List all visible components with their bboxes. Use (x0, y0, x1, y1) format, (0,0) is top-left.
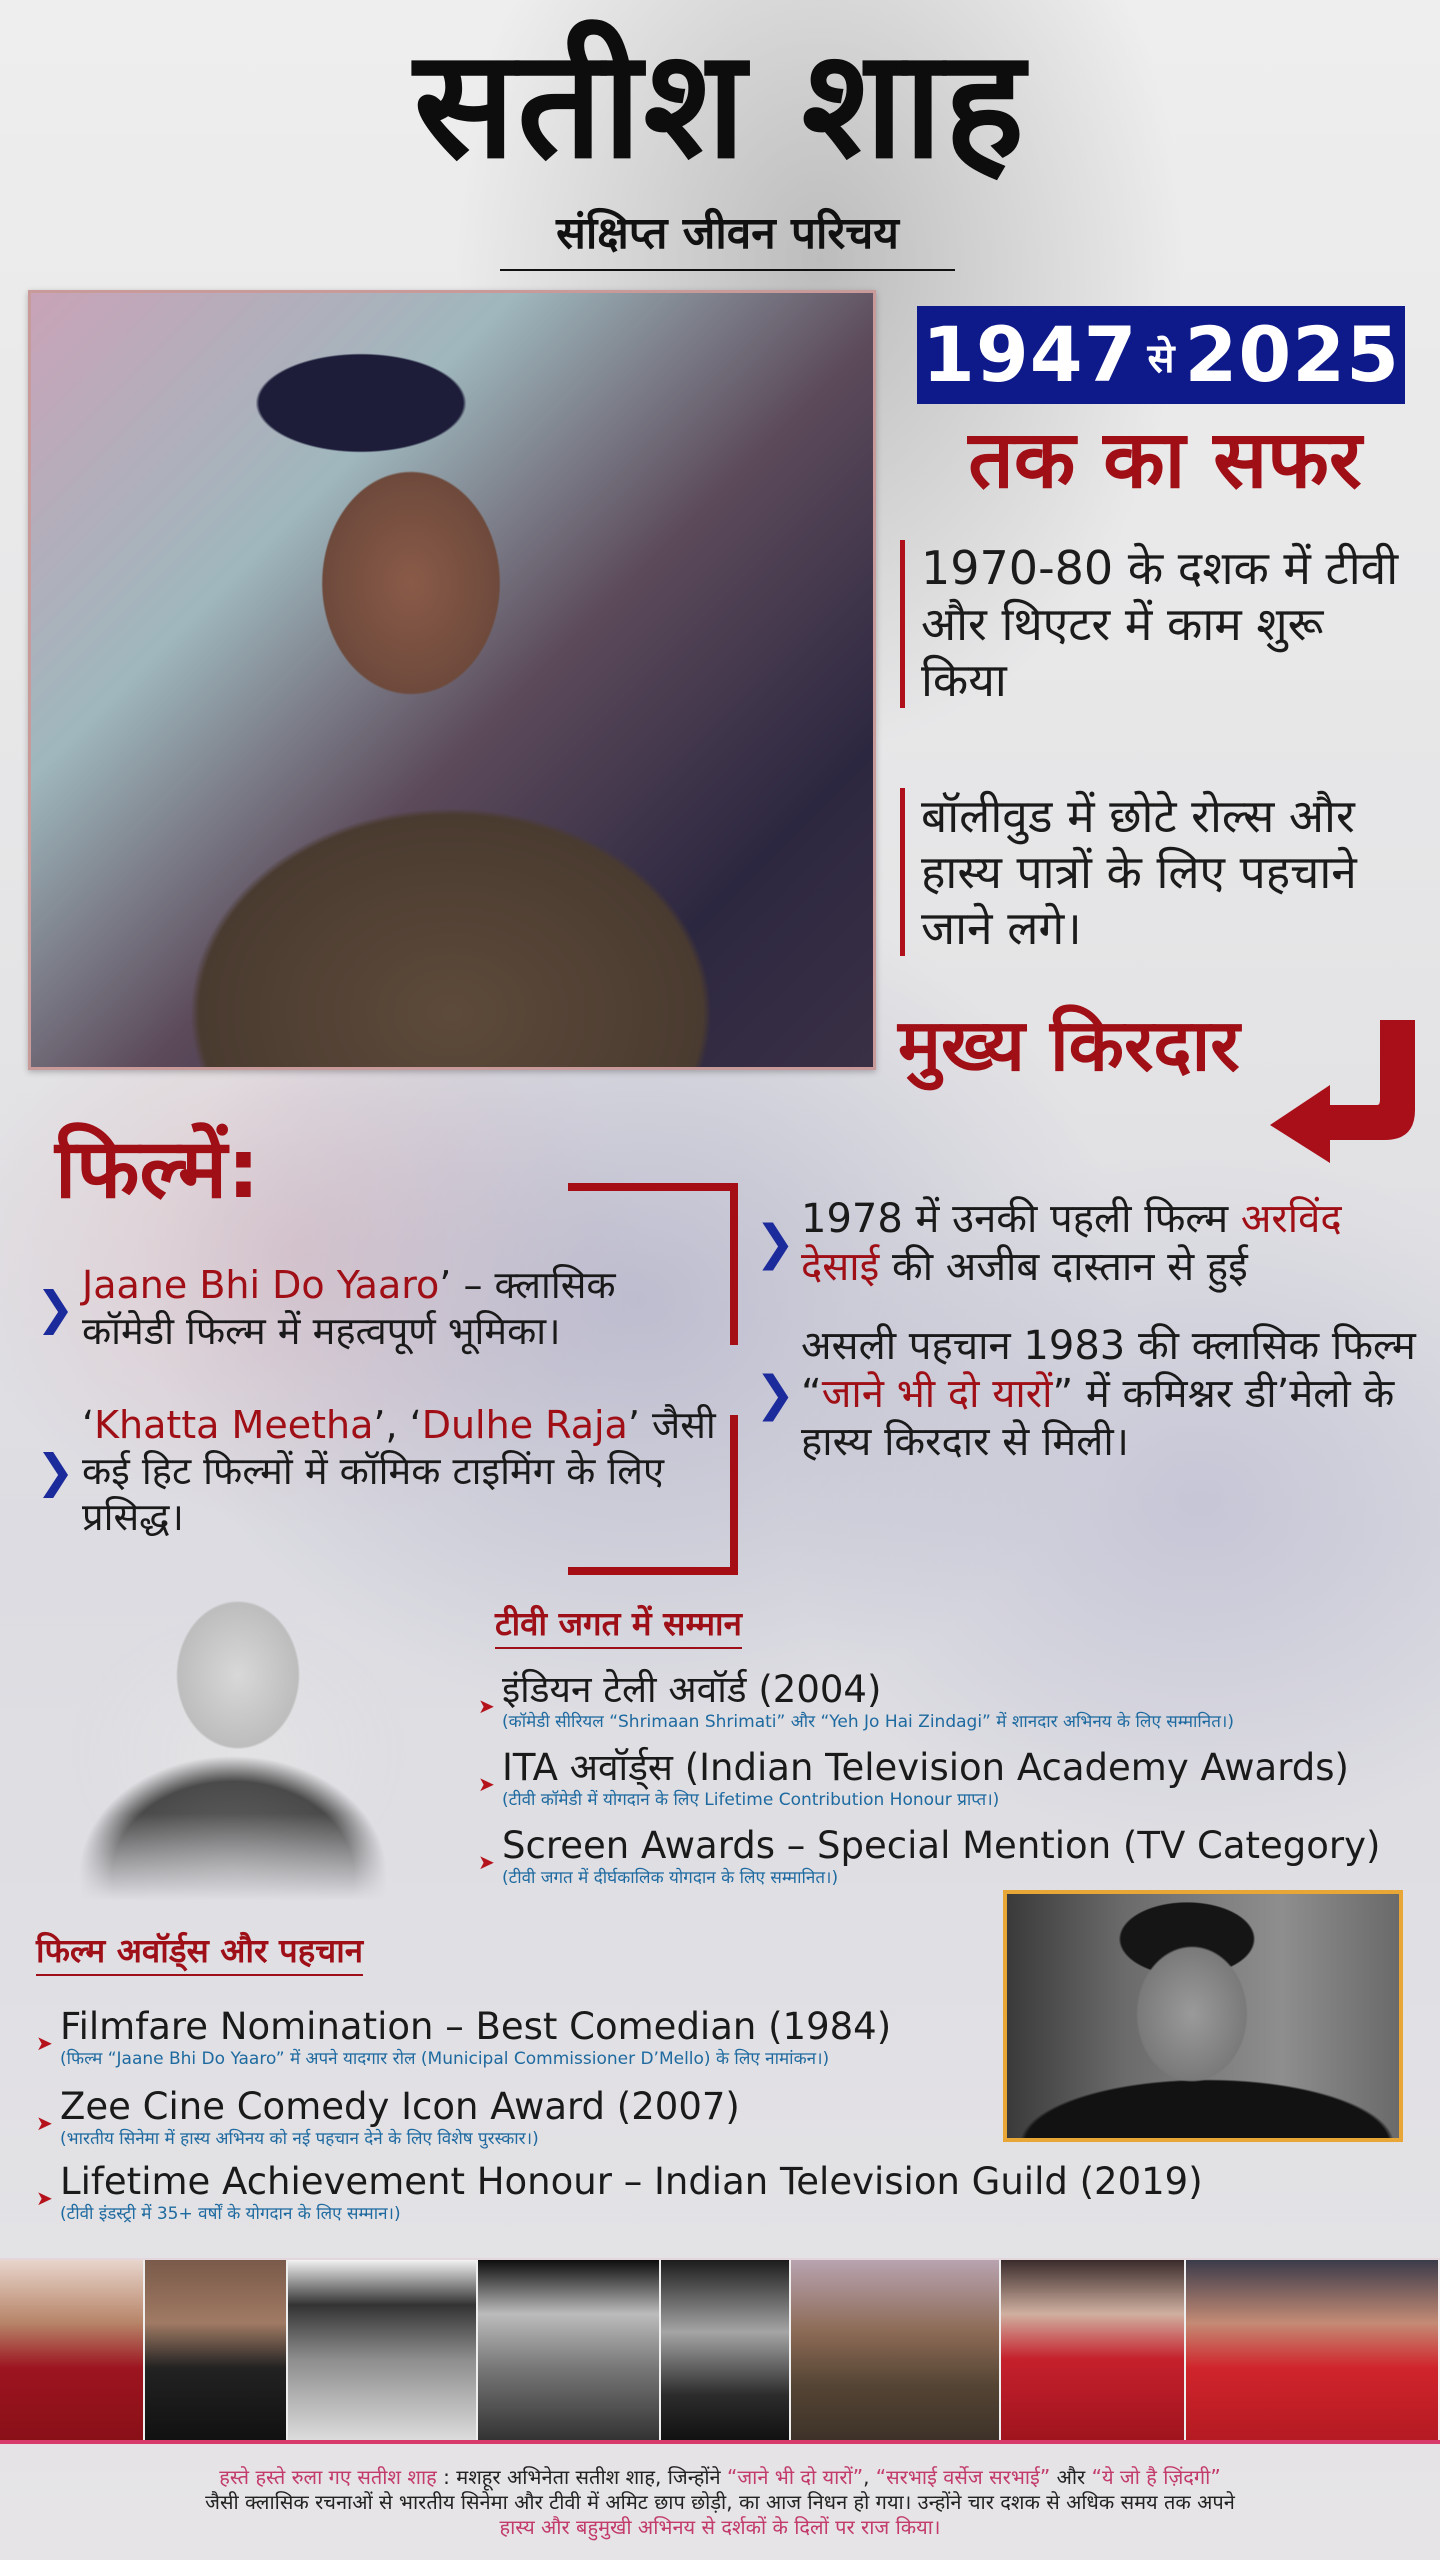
award-note: (भारतीय सिनेमा में हास्य अभिनय को नई पहचान देने के लिए विशेष पुरस्कार।) (60, 2129, 539, 2149)
career-item-breakthrough (755, 1322, 1425, 1466)
page-title: सतीश शाह (413, 18, 1027, 192)
mustache-bw-portrait (661, 2260, 791, 2440)
triangle-bullet-icon: ➤ (478, 1772, 495, 1796)
award-note: (टीवी कॉमेडी में योगदान के लिए Lifetime Contribution Honour प्राप्त।) (502, 1790, 1000, 1810)
film-item-text: Jaane Bhi Do Yaaro’ – क्लासिक कॉमेडी फिल्म में महत्वपूर्ण भूमिका। (82, 1263, 616, 1353)
film-award-item (36, 2005, 891, 2069)
triangle-bullet-icon: ➤ (478, 1850, 495, 1874)
triangle-bullet-icon: ➤ (36, 2111, 53, 2135)
award-note: (फिल्म “Jaane Bhi Do Yaaro” में अपने यादगार रोल (Municipal Commissioner D’Mello) के लिए नामांकन।) (60, 2049, 830, 2069)
tv-honours-heading: टीवी जगत में सम्मान (495, 1603, 742, 1649)
bracket-divider-bottom (568, 1415, 738, 1575)
film-item-text: ‘Khatta Meetha’, ‘Dulhe Raja’ जैसी कई हिट फिल्मों में कॉमिक टाइमिंग के लिए प्रसिद्ध। (82, 1403, 716, 1539)
namaste-red-kurta-portrait (1001, 2260, 1186, 2440)
award-title: Zee Cine Comedy Icon Award (2007) (60, 2085, 740, 2128)
return-arrow-icon (1265, 1015, 1425, 1165)
chevron-right-icon: ❯ (36, 1281, 75, 1335)
tv-award-item (478, 1668, 1234, 1732)
award-title: इंडियन टेली अवॉर्ड (2004) (502, 1668, 882, 1711)
timeline-blurb-bollywood: बॉलीवुड में छोटे रोल्स और हास्य पात्रों के लिए पहचाने जाने लगे। (900, 788, 1420, 956)
main-portrait-police-uniform (28, 290, 876, 1070)
tv-award-item (478, 1746, 1349, 1810)
triangle-bullet-icon: ➤ (36, 2031, 53, 2055)
laughing-bw-portrait (288, 2260, 478, 2440)
career-item-debut (755, 1195, 1425, 1291)
tv-award-item (478, 1824, 1380, 1888)
tuxedo-bowtie-portrait (145, 2260, 288, 2440)
award-note: (कॉमेडी सीरियल “Shrimaan Shrimati” और “Yeh Jo Hai Zindagi” में शानदार अभिनय के लिए सम्मानित।) (502, 1712, 1234, 1732)
police-uniform-portrait (791, 2260, 1001, 2440)
footer-line-3: हास्य और बहुमुखी अभिनय से दर्शकों के दिलों पर राज किया। (499, 2515, 941, 2539)
year-range-banner (917, 306, 1405, 404)
career-item-text: 1978 में उनकी पहली फिल्म अरविंद देसाई की अजीब दास्तान से हुई (801, 1196, 1342, 1290)
photo-strip (0, 2258, 1440, 2444)
page-subtitle: संक्षिप्त जीवन परिचय (500, 205, 955, 271)
grey-hair-bw-portrait (478, 2260, 661, 2440)
films-heading: फिल्में: (55, 1122, 260, 1217)
red-shirt-portrait (0, 2260, 145, 2440)
triangle-bullet-icon: ➤ (478, 1694, 495, 1718)
main-roles-heading: मुख्य किरदार (898, 1003, 1240, 1087)
award-title: Screen Awards – Special Mention (TV Category) (502, 1824, 1381, 1867)
red-shirt-window-portrait (1186, 2260, 1440, 2440)
start-year: 1947 (921, 310, 1138, 399)
bw-portrait-checked-shirt (8, 1555, 448, 1900)
timeline-blurb-early-career: 1970-80 के दशक में टीवी और थिएटर में काम शुरू किया (900, 540, 1420, 708)
chevron-right-icon: ❯ (36, 1444, 75, 1498)
year-connector: से (1147, 336, 1175, 382)
award-note: (टीवी इंडस्ट्री में 35+ वर्षों के योगदान के लिए सम्मान।) (60, 2204, 401, 2224)
career-item-text: असली पहचान 1983 की क्लासिक फिल्म “जाने भी दो यारों” में कमिश्नर डी’मेलो के हास्य किरदार से मिली। (801, 1323, 1416, 1465)
footer-tribute (40, 2465, 1400, 2540)
chevron-right-icon: ❯ (755, 1366, 796, 1422)
end-year: 2025 (1184, 310, 1401, 399)
film-award-item (36, 2160, 1203, 2224)
bracket-divider-top (568, 1183, 738, 1345)
framed-bw-portrait-smiling (1003, 1890, 1403, 2142)
film-awards-heading: फिल्म अवॉर्ड्स और पहचान (36, 1930, 363, 1976)
award-title: Filmfare Nomination – Best Comedian (1984) (60, 2005, 892, 2048)
award-title: Lifetime Achievement Honour – Indian Television Guild (2019) (60, 2160, 1203, 2203)
film-award-item (36, 2085, 740, 2149)
journey-caption: तक का सफर (968, 413, 1362, 506)
footer-line-2: जैसी क्लासिक रचनाओं से भारतीय सिनेमा और टीवी में अमिट छाप छोड़ी, का आज निधन हो गया। उन्होंने चार दशक से अधिक समय तक अपने (205, 2490, 1235, 2514)
award-title: ITA अवॉर्ड्स (Indian Television Academy Awards) (502, 1746, 1349, 1789)
chevron-right-icon: ❯ (755, 1215, 796, 1271)
triangle-bullet-icon: ➤ (36, 2186, 53, 2210)
footer-line-1: हस्ते हस्ते रुला गए सतीश शाह : मशहूर अभिनेता सतीश शाह, जिन्होंने “जाने भी दो यारों”, “सरभाई वर्सेज सरभाई” और “ये जो है ज़िंदगी” (219, 2465, 1221, 2489)
award-note: (टीवी जगत में दीर्घकालिक योगदान के लिए सम्मानित।) (502, 1868, 839, 1888)
